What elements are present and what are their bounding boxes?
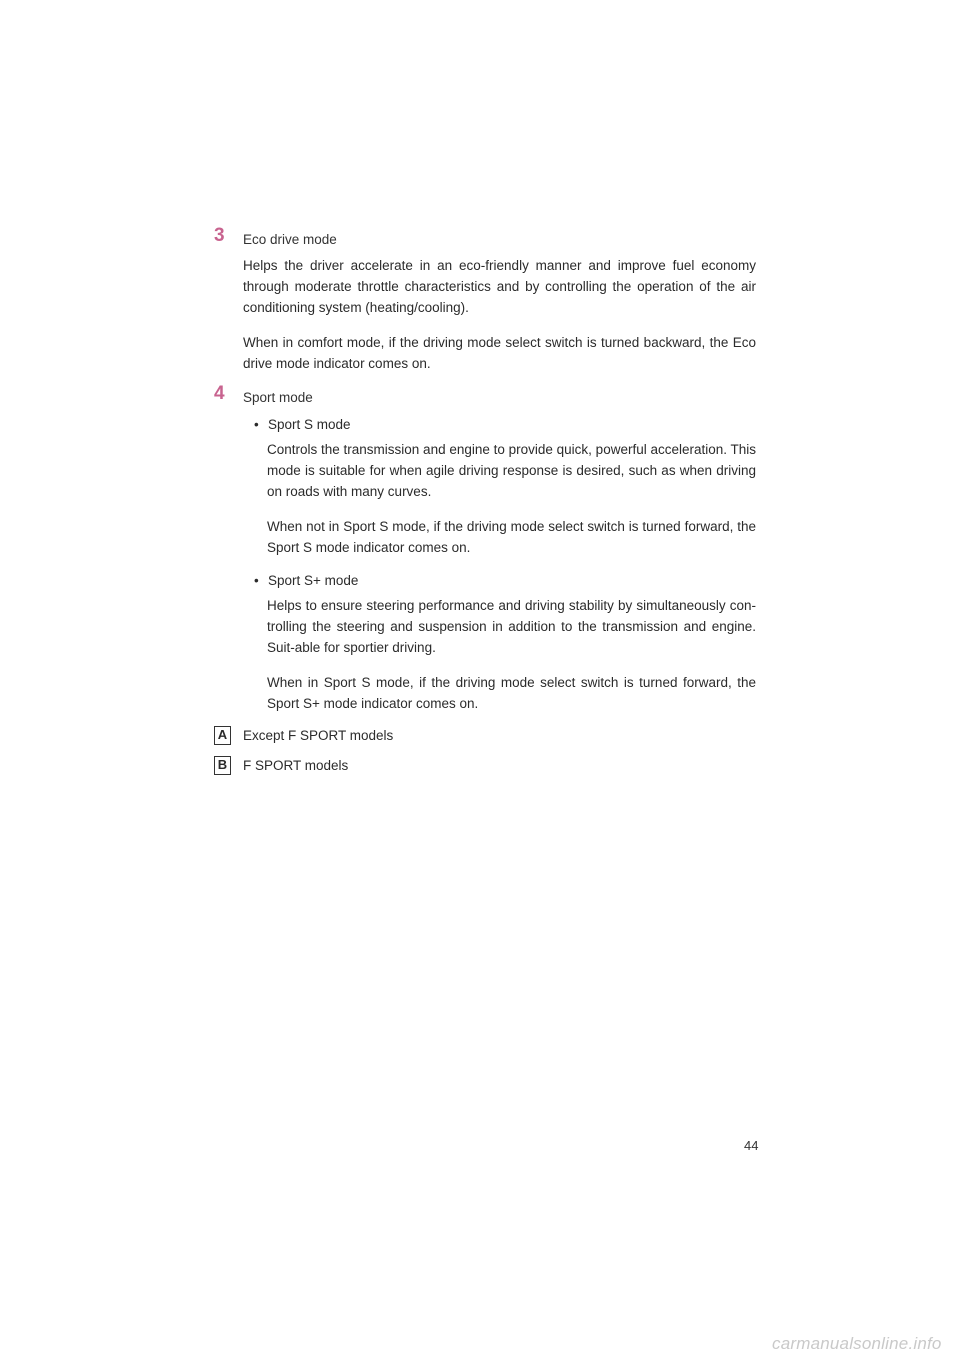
- page-content: [214, 225, 757, 779]
- section-number: 3: [214, 225, 225, 246]
- section-title: Sport mode: [243, 390, 313, 405]
- legend-badge: B: [214, 756, 231, 775]
- legend-text: F SPORT models: [243, 758, 349, 773]
- section-heading: [214, 383, 756, 409]
- section-paragraph: When in comfort mode, if the driving mode select switch is turned backward, the Eco drive mode indicator comes on.: [243, 334, 756, 371]
- bullet-glyph: •: [254, 417, 259, 432]
- bullet-sport-s-plus-mode: [254, 571, 756, 714]
- bullet-title: Sport S mode: [268, 417, 351, 432]
- legend-item-b: [214, 757, 756, 779]
- bullet-paragraph: When not in Sport S mode, if the driving mode select switch is turned forward, the Sport S mode indicator comes on.: [267, 518, 756, 555]
- bullet-paragraph: When in Sport S mode, if the driving mode select switch is turned forward, the Sport S+ mode indicator comes on.: [267, 674, 756, 711]
- legend-item-a: [214, 727, 756, 749]
- section-title: Eco drive mode: [243, 232, 337, 247]
- bullet-glyph: •: [254, 573, 259, 588]
- section-paragraph: Helps the driver accelerate in an eco-friendly manner and improve fuel economy through moderate throttle characteristics and by controlling the operation of the air conditioning system (heating/cooling).: [243, 258, 756, 315]
- bullet-title: Sport S+ mode: [268, 573, 359, 588]
- legend-text: Except F SPORT models: [243, 728, 394, 743]
- bullet-sport-s-mode: [254, 415, 756, 558]
- legend-badge: A: [214, 726, 231, 745]
- section-number: 4: [214, 383, 225, 404]
- section-sport-mode: [214, 383, 757, 714]
- footer-watermark: carmanualsonline.info: [772, 1334, 942, 1353]
- bullet-paragraph: Controls the transmission and engine to provide quick, powerful acceleration. This mode is suitable for when agile driving response is desired, such as when driving on roads with many curves.: [267, 442, 757, 499]
- section-eco-drive-mode: [214, 225, 756, 374]
- bullet-paragraph: Helps to ensure steering performance and driving stability by simultaneously con-trolling the steering and suspension in addition to the transmission and engine. Suit-able for sportier driving.: [267, 598, 756, 655]
- section-heading: [214, 225, 756, 251]
- page-number: 44: [744, 1138, 759, 1153]
